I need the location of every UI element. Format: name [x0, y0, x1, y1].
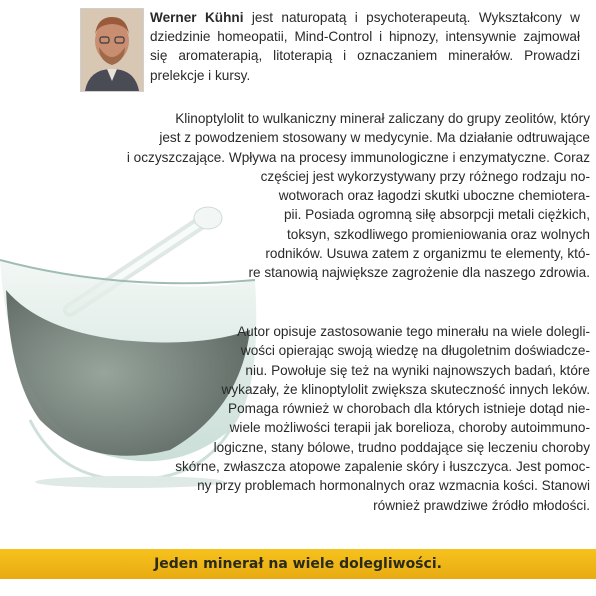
paragraph-line: również prawdziwe źródło młodości. — [373, 497, 590, 513]
paragraph-line: Klinoptylolit to wulkaniczny minerał zaliczany do grupy zeolitów, który — [175, 111, 590, 126]
intro-paragraph — [78, 109, 590, 283]
author-bio — [150, 8, 580, 85]
tagline-banner — [0, 549, 596, 579]
author-bio-text: jest naturopatą i psychoterapeutą. Wykształcony w dziedzinie homeopatii, Mind-Control i hipnozy, intensywnie zajmował się aromaterapią, litoterapią i oznaczaniem minerałów. Prowadzi prelekcje i kursy. — [150, 10, 580, 83]
paragraph-line: skórne, zwłaszcza atopowe zapalenie skóry i łuszczyca. Jest pomoc- — [175, 459, 590, 475]
tagline-text: Jeden minerał na wiele dolegliwości. — [154, 556, 442, 572]
paragraph-line: re stanowią największe zagrożenie dla naszego zdrowia. — [248, 265, 590, 281]
paragraph-line: wości opierając swoją wiedzę na długoletnim doświadcze- — [240, 343, 590, 359]
paragraph-line: wykazały, że klinoptylolit zwiększa skuteczność innych leków. — [221, 381, 590, 397]
paragraph-line: jest z powodzeniem stosowany w medycynie. Ma działanie odtruwające — [159, 130, 590, 146]
paragraph-line: toksyn, szkodliwego promieniowania oraz wolnych — [287, 226, 590, 242]
paragraph-line: wiele możliwości terapii jak borelioza, choroby autoimmuno- — [229, 420, 590, 436]
paragraph-line: rodników. Usuwa zatem z organizmu te elementy, któ- — [265, 246, 590, 262]
paragraph-line: i oczyszczające. Wpływa na procesy immunologiczne i enzymatyczne. Coraz — [126, 149, 590, 165]
author-name: Werner Kühni — [150, 10, 244, 25]
paragraph-line: częściej jest wykorzystywany przy różnego rodzaju no- — [260, 168, 590, 184]
author-photo — [80, 8, 144, 92]
author-description-paragraph — [155, 322, 590, 515]
paragraph-line: ny przy problemach hormonalnych oraz wzmacnia kości. Stanowi — [197, 478, 590, 494]
paragraph-line: Pomaga również w chorobach dla których istnieje dotąd nie- — [228, 401, 590, 417]
paragraph-line: logiczne, stany bólowe, trudno poddające się leczeniu choroby — [213, 439, 590, 455]
paragraph-line: wotworach oraz łagodzi skutki uboczne chemiotera- — [278, 188, 590, 204]
paragraph-line: niu. Powołuje się też na wyniki najnowszych badań, które — [245, 362, 590, 378]
paragraph-line: pii. Posiada ogromną siłę absorpcji metali ciężkich, — [284, 207, 590, 223]
paragraph-line: Autor opisuje zastosowanie tego minerału na wiele dolegli- — [237, 324, 590, 339]
